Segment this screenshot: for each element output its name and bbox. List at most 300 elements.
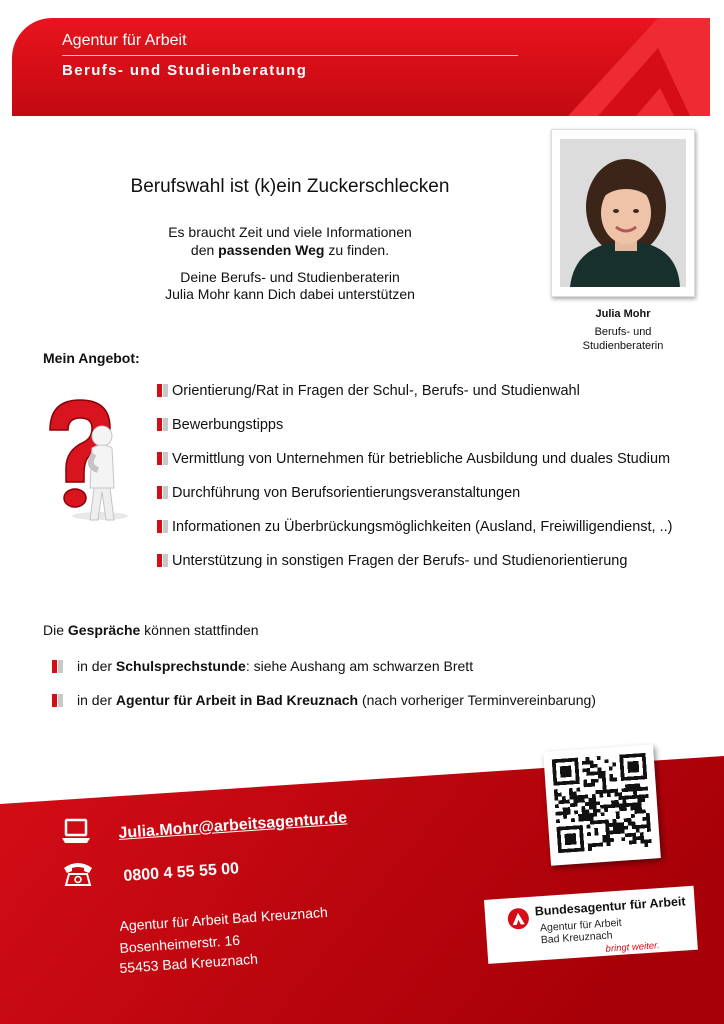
qr-module	[624, 818, 628, 822]
qr-module	[573, 848, 577, 852]
qr-module	[639, 825, 643, 829]
address-line-1: Agentur für Arbeit Bad Kreuznach	[119, 903, 329, 934]
qr-module	[632, 776, 636, 780]
qr-module	[577, 799, 581, 803]
qr-module	[620, 822, 624, 826]
qr-module	[627, 761, 631, 765]
qr-module	[635, 761, 639, 765]
offer-item: Orientierung/Rat in Fragen der Schul-, Berufs- und Studienwahl	[157, 383, 580, 399]
offer-title: Mein Angebot:	[43, 350, 140, 366]
qr-module	[602, 771, 606, 775]
qr-module	[646, 817, 650, 821]
qr-module	[582, 814, 586, 818]
qr-code	[552, 753, 652, 853]
qr-module	[577, 795, 581, 799]
bullet-icon	[157, 452, 168, 465]
qr-module	[579, 825, 583, 829]
qr-module	[619, 758, 623, 762]
qr-module	[603, 789, 607, 793]
qr-module	[645, 794, 649, 798]
qr-module	[634, 806, 638, 810]
bullet-icon	[157, 418, 168, 431]
qr-module	[587, 783, 591, 787]
qr-module	[619, 754, 623, 758]
header-divider	[62, 55, 518, 56]
qr-module	[634, 802, 638, 806]
qr-module	[567, 758, 571, 762]
qr-module	[610, 789, 614, 793]
qr-module	[588, 798, 592, 802]
qr-module	[613, 830, 617, 834]
qr-module	[607, 789, 611, 793]
qr-module	[637, 798, 641, 802]
qr-module	[638, 810, 642, 814]
qr-module	[630, 795, 634, 799]
ba-logo-sub-2: Bad Kreuznach	[540, 929, 613, 947]
qr-module	[591, 843, 595, 847]
qr-module	[557, 834, 561, 838]
qr-module	[626, 803, 630, 807]
qr-module	[576, 788, 580, 792]
qr-module	[605, 823, 609, 827]
qr-module	[568, 833, 572, 837]
ba-logo-sub-1: Agentur für Arbeit	[539, 916, 622, 935]
qr-module	[609, 830, 613, 834]
qr-module	[622, 788, 626, 792]
qr-module	[618, 796, 622, 800]
qr-module	[630, 806, 634, 810]
page-headline: Berufswahl ist (k)ein Zuckerschlecken	[130, 176, 450, 197]
qr-module	[599, 793, 603, 797]
qr-module	[642, 753, 646, 757]
qr-module	[604, 759, 608, 763]
qr-module	[589, 813, 593, 817]
qr-module	[558, 800, 562, 804]
offer-item: Bewerbungstipps	[157, 417, 283, 433]
qr-module	[621, 773, 625, 777]
qr-module	[574, 761, 578, 765]
bullet-icon	[157, 520, 168, 533]
qr-module	[638, 806, 642, 810]
qr-module	[642, 757, 646, 761]
qr-module	[587, 772, 591, 776]
qr-module	[560, 770, 564, 774]
question-mark-figure-icon	[40, 396, 132, 536]
ba-logo-name: Bundesagentur für Arbeit	[534, 894, 686, 919]
qr-module	[648, 839, 652, 843]
intro-line-3: Deine Berufs- und Studienberaterin	[180, 269, 400, 285]
qr-module	[607, 793, 611, 797]
intro-line-1: Es braucht Zeit und viele Informationen	[168, 224, 412, 240]
qr-module	[567, 769, 571, 773]
qr-module	[625, 784, 629, 788]
qr-module	[622, 796, 626, 800]
qr-module	[557, 842, 561, 846]
qr-module	[586, 813, 590, 817]
qr-module	[641, 798, 645, 802]
qr-module	[627, 754, 631, 758]
qr-module	[614, 792, 618, 796]
qr-module	[591, 779, 595, 783]
qr-module	[569, 841, 573, 845]
qr-module	[574, 803, 578, 807]
qr-module	[647, 828, 651, 832]
qr-module	[600, 805, 604, 809]
qr-module	[555, 812, 559, 816]
qr-module	[597, 756, 601, 760]
qr-module	[620, 762, 624, 766]
qr-module	[584, 795, 588, 799]
qr-module	[565, 841, 569, 845]
agency-logo-mark-icon	[540, 18, 710, 116]
qr-module	[553, 782, 557, 786]
qr-module	[633, 787, 637, 791]
qr-module	[569, 792, 573, 796]
qr-module	[581, 806, 585, 810]
qr-module	[597, 809, 601, 813]
qr-module	[589, 806, 593, 810]
qr-module	[640, 840, 644, 844]
qr-module	[557, 781, 561, 785]
qr-module	[592, 794, 596, 798]
qr-module	[565, 849, 569, 853]
qr-module	[602, 835, 606, 839]
agency-title: Agentur für Arbeit	[62, 32, 187, 49]
qr-module	[581, 795, 585, 799]
qr-module	[568, 826, 572, 830]
qr-module	[622, 799, 626, 803]
qr-module	[562, 796, 566, 800]
qr-module	[575, 773, 579, 777]
qr-module	[595, 790, 599, 794]
qr-module	[609, 766, 613, 770]
intro-line-4: Julia Mohr kann Dich dabei unterstützen	[165, 286, 415, 302]
qr-module	[570, 758, 574, 762]
qr-module	[593, 805, 597, 809]
qr-module	[646, 813, 650, 817]
offer-item: Durchführung von Berufsorientierungsveranstaltungen	[157, 485, 520, 501]
qr-module	[609, 823, 613, 827]
qr-module	[636, 776, 640, 780]
qr-module	[582, 817, 586, 821]
qr-module	[568, 773, 572, 777]
qr-module	[608, 804, 612, 808]
qr-module	[563, 766, 567, 770]
qr-module	[643, 772, 647, 776]
qr-module	[566, 807, 570, 811]
qr-module	[552, 767, 556, 771]
qr-module	[613, 823, 617, 827]
qr-module	[625, 833, 629, 837]
qr-module	[558, 793, 562, 797]
qr-module	[575, 825, 579, 829]
qr-module	[588, 843, 592, 847]
bullet-icon	[157, 384, 168, 397]
qr-module	[620, 826, 624, 830]
qr-module	[590, 772, 594, 776]
qr-module	[556, 819, 560, 823]
qr-module	[562, 849, 566, 853]
qr-module	[630, 754, 634, 758]
intro-line-2: den passenden Weg zu finden.	[190, 242, 390, 258]
qr-module	[593, 764, 597, 768]
talk-item-agency: in der Agentur für Arbeit in Bad Kreuznach (nach vorheriger Terminvereinbarung)	[52, 692, 596, 708]
qr-module	[591, 783, 595, 787]
qr-module	[573, 799, 577, 803]
qr-module	[579, 833, 583, 837]
qr-module	[583, 780, 587, 784]
qr-module	[616, 815, 620, 819]
advisor-name: Julia Mohr	[595, 308, 651, 320]
advisor-photo	[560, 139, 686, 287]
offer-item: Unterstützung in sonstigen Fragen der Berufs- und Studienorientierung	[157, 553, 627, 569]
qr-module	[643, 768, 647, 772]
qr-module	[553, 774, 557, 778]
talks-intro: Die Gespräche können stattfinden	[43, 622, 259, 638]
qr-module	[563, 807, 567, 811]
qr-module	[619, 807, 623, 811]
offer-item: Informationen zu Überbrückungsmöglichkeiten (Ausland, Freiwilligendienst, ..)	[157, 519, 673, 535]
qr-module	[619, 803, 623, 807]
qr-module	[636, 783, 640, 787]
qr-module	[594, 771, 598, 775]
qr-module	[602, 778, 606, 782]
qr-module	[584, 783, 588, 787]
qr-module	[606, 838, 610, 842]
qr-module	[579, 829, 583, 833]
qr-module	[603, 786, 607, 790]
qr-module	[615, 804, 619, 808]
qr-module	[611, 800, 615, 804]
qr-module	[598, 775, 602, 779]
qr-module	[632, 836, 636, 840]
qr-module	[560, 766, 564, 770]
advisor-role: Berufs- und Studienberaterin	[582, 326, 664, 352]
qr-module	[588, 847, 592, 851]
qr-module	[594, 828, 598, 832]
qr-module	[580, 848, 584, 852]
qr-module	[593, 809, 597, 813]
qr-module	[614, 789, 618, 793]
qr-module	[572, 833, 576, 837]
qr-module	[646, 820, 650, 824]
qr-module	[620, 769, 624, 773]
qr-module	[613, 826, 617, 830]
qr-module	[558, 849, 562, 853]
qr-module	[621, 830, 625, 834]
qr-module	[609, 774, 613, 778]
qr-module	[585, 757, 589, 761]
qr-module	[634, 810, 638, 814]
address-line-2: Bosenheimerstr. 16	[119, 931, 241, 956]
qr-module	[572, 780, 576, 784]
phone-number: 0800 4 55 55 00	[123, 860, 240, 885]
qr-module	[562, 800, 566, 804]
qr-module	[615, 800, 619, 804]
qr-module	[590, 764, 594, 768]
qr-module	[571, 826, 575, 830]
qr-module	[635, 768, 639, 772]
qr-module	[621, 837, 625, 841]
qr-module	[593, 813, 597, 817]
qr-module	[597, 820, 601, 824]
qr-module	[571, 818, 575, 822]
qr-module	[617, 830, 621, 834]
qr-module	[626, 795, 630, 799]
qr-module	[616, 822, 620, 826]
qr-module	[628, 833, 632, 837]
qr-module	[565, 781, 569, 785]
qr-module	[612, 819, 616, 823]
qr-module	[564, 773, 568, 777]
qr-module	[592, 802, 596, 806]
header-subtitle: Berufs- und Studienberatung	[62, 62, 308, 79]
qr-module	[572, 837, 576, 841]
qr-module	[629, 784, 633, 788]
qr-module	[602, 839, 606, 843]
qr-module	[563, 758, 567, 762]
qr-module	[598, 771, 602, 775]
qr-module	[640, 776, 644, 780]
qr-module	[567, 766, 571, 770]
qr-module	[625, 777, 629, 781]
email-link[interactable]: Julia.Mohr@arbeitsagentur.de	[118, 809, 348, 842]
qr-module	[554, 789, 558, 793]
qr-module	[638, 753, 642, 757]
qr-module	[647, 824, 651, 828]
qr-module	[594, 832, 598, 836]
qr-module	[586, 761, 590, 765]
qr-module	[632, 833, 636, 837]
qr-module	[597, 767, 601, 771]
qr-module	[575, 769, 579, 773]
qr-module	[563, 815, 567, 819]
bullet-icon	[157, 486, 168, 499]
qr-module	[617, 826, 621, 830]
qr-module	[632, 825, 636, 829]
qr-module	[573, 795, 577, 799]
qr-module	[612, 762, 616, 766]
qr-module	[574, 810, 578, 814]
qr-module	[604, 804, 608, 808]
ba-logo-icon	[507, 907, 530, 930]
qr-module	[564, 834, 568, 838]
laptop-icon	[62, 818, 90, 844]
qr-module	[560, 774, 564, 778]
qr-module	[644, 839, 648, 843]
qr-module	[555, 759, 559, 763]
qr-module	[570, 803, 574, 807]
qr-module	[637, 787, 641, 791]
qr-module	[644, 843, 648, 847]
qr-module	[636, 829, 640, 833]
qr-module	[628, 765, 632, 769]
qr-module	[634, 753, 638, 757]
qr-module	[618, 792, 622, 796]
qr-module	[642, 760, 646, 764]
qr-module	[569, 796, 573, 800]
qr-module	[605, 819, 609, 823]
qr-module	[552, 770, 556, 774]
qr-module	[564, 770, 568, 774]
qr-module	[552, 763, 556, 767]
qr-module	[620, 766, 624, 770]
bullet-icon	[52, 660, 63, 673]
qr-module	[556, 827, 560, 831]
qr-module	[568, 781, 572, 785]
qr-module	[631, 761, 635, 765]
qr-module	[582, 761, 586, 765]
qr-module	[624, 826, 628, 830]
qr-module	[629, 840, 633, 844]
qr-module	[637, 795, 641, 799]
qr-module	[636, 836, 640, 840]
qr-module	[606, 831, 610, 835]
qr-module	[631, 765, 635, 769]
qr-module	[628, 776, 632, 780]
qr-module	[574, 758, 578, 762]
qr-module	[610, 778, 614, 782]
qr-module	[623, 803, 627, 807]
talk-item-school: in der Schulsprechstunde: siehe Aushang am schwarzen Brett	[52, 658, 473, 674]
telephone-icon	[62, 860, 94, 886]
qr-module	[627, 818, 631, 822]
qr-module	[580, 836, 584, 840]
qr-module	[630, 803, 634, 807]
qr-module	[590, 817, 594, 821]
qr-module	[578, 818, 582, 822]
qr-module	[602, 782, 606, 786]
qr-module	[642, 809, 646, 813]
qr-module	[605, 827, 609, 831]
qr-module	[595, 843, 599, 847]
qr-module	[640, 836, 644, 840]
qr-module	[586, 825, 590, 829]
qr-module	[559, 759, 563, 763]
qr-module	[576, 780, 580, 784]
qr-module	[554, 793, 558, 797]
qr-module	[578, 814, 582, 818]
qr-module	[631, 821, 635, 825]
qr-module	[580, 840, 584, 844]
qr-module	[585, 802, 589, 806]
qr-module	[599, 790, 603, 794]
qr-module	[589, 802, 593, 806]
qr-module	[560, 826, 564, 830]
qr-module	[632, 769, 636, 773]
qr-module	[633, 784, 637, 788]
qr-module	[633, 840, 637, 844]
qr-module	[594, 820, 598, 824]
qr-module	[589, 760, 593, 764]
qr-module	[642, 817, 646, 821]
qr-module	[566, 800, 570, 804]
qr-module	[555, 804, 559, 808]
qr-module	[564, 826, 568, 830]
qr-module	[559, 811, 563, 815]
qr-code-frame[interactable]	[543, 744, 661, 865]
qr-module	[569, 848, 573, 852]
qr-module	[641, 794, 645, 798]
qr-module	[582, 768, 586, 772]
qr-module	[644, 787, 648, 791]
qr-module	[592, 798, 596, 802]
qr-module	[628, 769, 632, 773]
advisor-photo-frame	[551, 129, 695, 297]
qr-module	[586, 768, 590, 772]
offer-item: Vermittlung von Unternehmen für betriebliche Ausbildung und duales Studium	[157, 451, 670, 467]
qr-module	[576, 776, 580, 780]
